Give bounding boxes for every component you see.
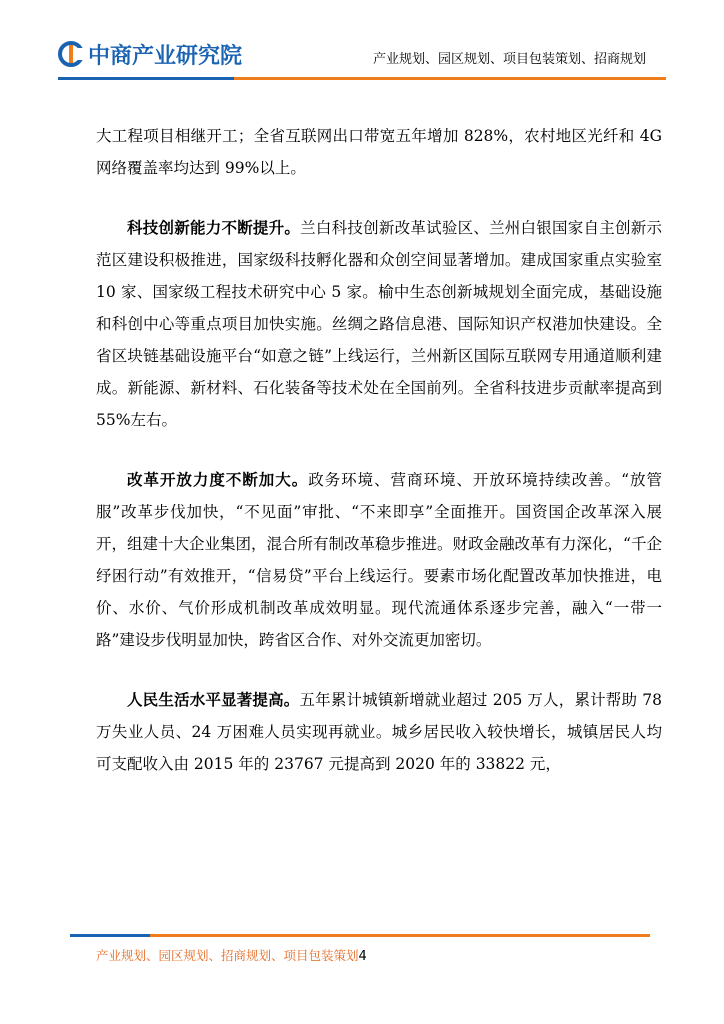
footer-tagline: 产业规划、园区规划、招商规划、项目包装策划	[96, 948, 359, 963]
logo-text: 中商产业研究院	[88, 43, 243, 69]
header-divider-blue	[58, 77, 234, 80]
paragraph-reform-opening	[96, 464, 662, 656]
page-number: 4	[358, 949, 367, 964]
paragraph-heading: 改革开放力度不断加大。	[127, 470, 309, 489]
paragraph-text: 兰白科技创新改革试验区、兰州白银国家自主创新示范区建设积极推进，国家级科技孵化器和众创空间显著增加。建成国家重点实验室 10 家、国家级工程技术研究中心 5 家。榆中生态创新城规划全面完成，基础设施和科创中心等重点项目加快实施。丝绸之路信息港、国际知识产权港加快建设。全省区块链基础设施平台“如意之链”上线运行，兰州新区国际互联网专用通道顺利建成。新能源、新材料、石化装备等技术处在全国前列。全省科技进步贡献率提高到 55%左右。	[96, 219, 662, 429]
paragraph-heading: 科技创新能力不断提升。	[127, 218, 301, 237]
company-logo	[58, 38, 242, 70]
header-divider-orange	[234, 77, 666, 80]
header-tagline: 产业规划、园区规划、项目包装策划、招商规划	[372, 52, 646, 67]
company-logo-icon	[58, 41, 84, 67]
paragraph-text: 五年累计城镇新增就业超过 205 万人，累计帮助 78 万失业人员、24 万困难人员实现再就业。城乡居民收入较快增长，城镇居民人均可支配收入由 2015 年的 23767 元提高到 2020 年的 33822 元，	[96, 691, 662, 773]
paragraph-heading: 人民生活水平显著提高。	[127, 690, 300, 709]
document-body	[96, 120, 662, 780]
paragraph-text: 政务环境、营商环境、开放环境持续改善。“放管服”改革步伐加快，“不见面”审批、“不来即享”全面推开。国资国企改革深入展开，组建十大企业集团，混合所有制改革稳步推进。财政金融改革有力深化，“千企纾困行动”有效推开，“信易贷”平台上线运行。要素市场化配置改革加快推进，电价、水价、气价形成机制改革成效明显。现代流通体系逐步完善，融入“一带一路”建设步伐明显加快，跨省区合作、对外交流更加密切。	[96, 471, 662, 649]
page-footer	[96, 946, 367, 964]
paragraph-science-innovation	[96, 212, 662, 436]
page-header	[0, 0, 724, 90]
paragraph-continuation: 大工程项目相继开工；全省互联网出口带宽五年增加 828%，农村地区光纤和 4G 网络覆盖率均达到 99%以上。	[96, 127, 662, 177]
paragraph-living-standards	[96, 684, 662, 780]
footer-divider-orange	[150, 934, 650, 937]
footer-divider-blue	[70, 934, 150, 937]
